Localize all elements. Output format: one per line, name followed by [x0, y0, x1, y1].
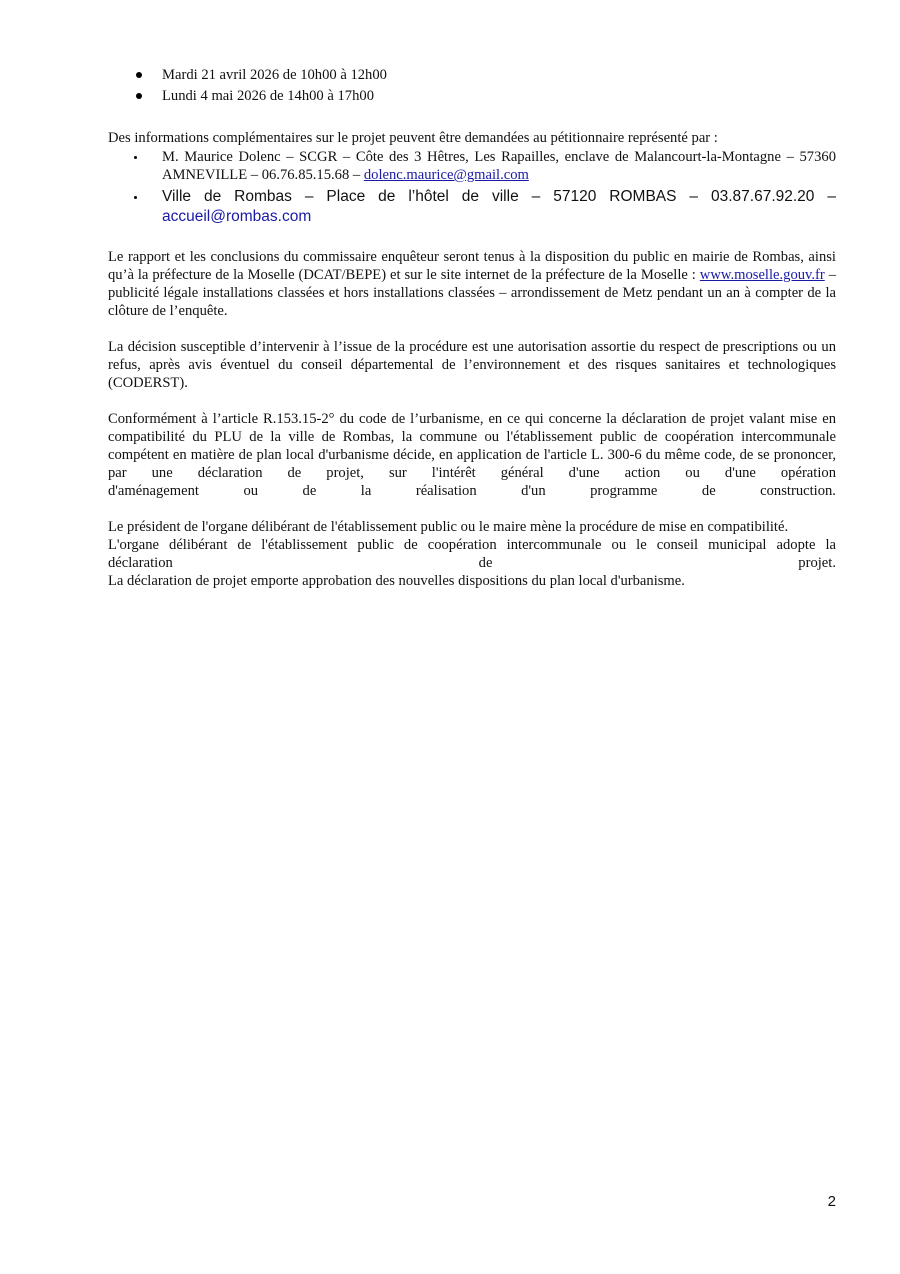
website-link[interactable]: www.moselle.gouv.fr [699, 267, 825, 283]
word: de [701, 483, 716, 499]
contacts-intro: Des informations complémentaires sur le projet peuvent être demandées au pétitionnaire représenté par : [108, 130, 718, 146]
schedule-text: Lundi 4 mai 2026 de 14h00 à 17h00 [162, 88, 374, 104]
bullet-icon [134, 156, 137, 159]
word: déclaration [108, 555, 173, 571]
word: d'aménagement [108, 483, 199, 499]
word: d'un [521, 483, 546, 499]
list-item [108, 187, 836, 227]
word: construction. [760, 483, 836, 499]
word: de [302, 483, 317, 499]
contact-text: M. Maurice Dolenc – SCGR – Côte des 3 Hêtres, Les Rapailles, enclave de Malancourt-la-Montagne – 57360 AMNEVILLE – 06.76.85.15.68 – [162, 149, 836, 183]
schedule-list [108, 66, 836, 105]
president-line [108, 554, 836, 572]
word: la [360, 483, 372, 499]
bullet-icon [136, 72, 142, 78]
word: projet. [798, 555, 836, 571]
report-paragraph [108, 248, 836, 320]
document-body [108, 66, 836, 590]
decision-paragraph: La décision susceptible d’intervenir à l’issue de la procédure est une autorisation assortie du respect de prescriptions ou un refus, après avis éventuel du conseil départemental de l’environnement et des risques sanitaires et technologiques (CODERST). [108, 339, 836, 391]
report-text: – publicité légale installations classées et hors installations classées – arrondissement de Metz pendant un an à compter de la clôture de l’enquête. [108, 267, 836, 319]
word: de [478, 555, 493, 571]
word: réalisation [415, 483, 477, 499]
article-text: Conformément à l’article R.153.15-2° du code de l’urbanisme, en ce qui concerne la déclaration de projet valant mise en compatibilité du PLU de la ville de Rombas, la commune ou l'établissement public de coopération intercommunale compétent en matière de plan local d'urbanisme décide, en application de l'article L. 300-6 du même code, de se prononcer, par une déclaration de projet, sur l'intérêt général d'une action ou d'une opération [108, 411, 836, 481]
list-item [108, 148, 836, 184]
email-link[interactable]: dolenc.maurice@gmail.com [363, 167, 529, 183]
president-line: La déclaration de projet emporte approbation des nouvelles dispositions du plan local d'urbanisme. [108, 573, 685, 589]
article-last-line [108, 482, 836, 500]
schedule-text: Mardi 21 avril 2026 de 10h00 à 12h00 [162, 67, 387, 83]
president-paragraph [108, 518, 836, 590]
word: ou [243, 483, 259, 499]
president-line: L'organe délibérant de l'établissement public de coopération intercommunale ou le conseil municipal adopte la [108, 537, 836, 553]
report-text: Le rapport et les conclusions du commissaire enquêteur seront tenus à la disposition du public en mairie de Rombas, ainsi qu’à la préfecture de la Moselle (DCAT/BEPE) et sur le site internet de la préfecture de la Moselle : [108, 249, 836, 283]
email-link[interactable]: accueil@rombas.com [162, 208, 312, 225]
page-number: 2 [827, 1193, 836, 1210]
contact-text: Ville de Rombas – Place de l’hôtel de ville – 57120 ROMBAS – 03.87.67.92.20 – [162, 188, 836, 205]
bullet-icon [136, 93, 142, 99]
article-paragraph [108, 410, 836, 500]
list-item [108, 87, 836, 105]
contacts-list [108, 148, 836, 227]
word: programme [590, 483, 658, 499]
list-item [108, 66, 836, 84]
president-line: Le président de l'organe délibérant de l'établissement public ou le maire mène la procédure de mise en compatibilité. [108, 519, 789, 535]
bullet-icon [134, 196, 137, 199]
